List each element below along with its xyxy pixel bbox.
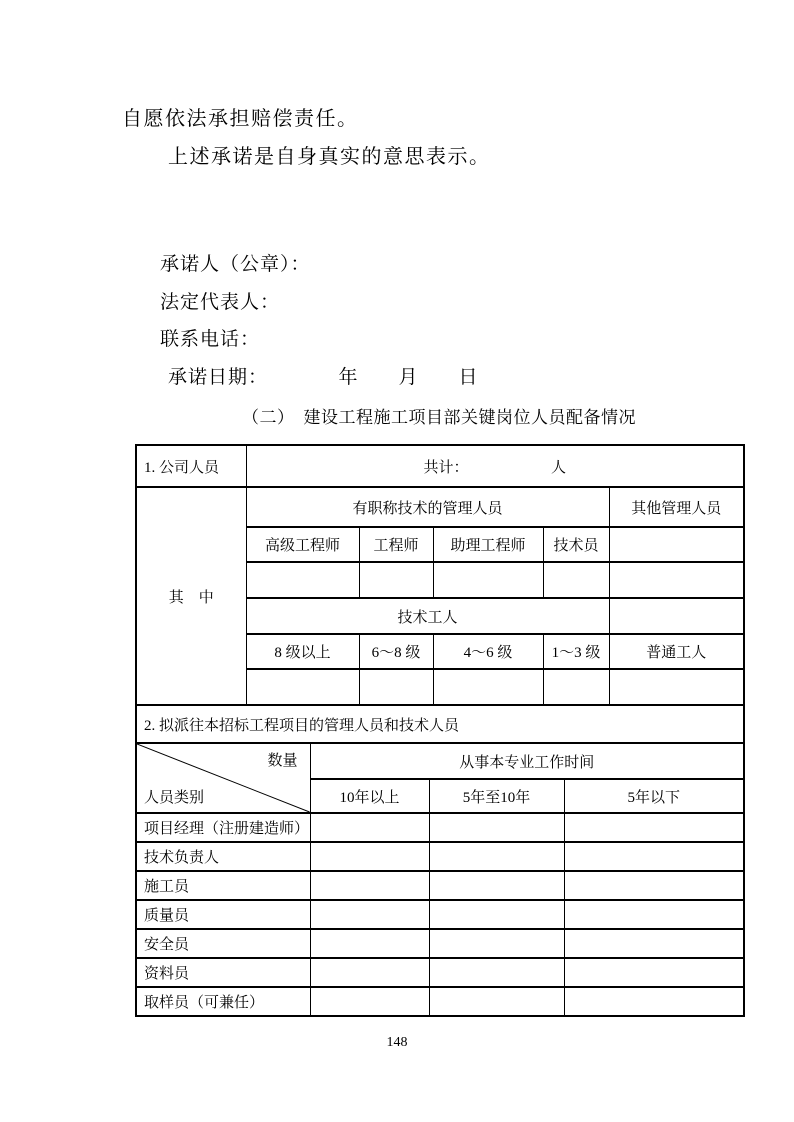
empty-cell <box>429 842 564 871</box>
experience-header: 从事本专业工作时间 <box>310 743 744 779</box>
diagonal-category-label: 人员类别 <box>144 790 205 806</box>
col-header-over-10-years: 10年以上 <box>310 779 429 813</box>
company-personnel-table <box>135 444 745 744</box>
empty-cell <box>429 929 564 958</box>
table-row <box>136 900 744 929</box>
empty-cell <box>310 871 429 900</box>
other-management-header: 其他管理人员 <box>609 487 744 527</box>
row-label-sampler: 取样员（可兼任） <box>136 987 310 1016</box>
row-label-construction-worker: 施工员 <box>136 871 310 900</box>
empty-cell <box>310 929 429 958</box>
empty-cell <box>429 987 564 1016</box>
empty-cell <box>429 871 564 900</box>
empty-cell <box>609 669 744 705</box>
empty-cell <box>433 669 543 705</box>
empty-cell <box>564 813 744 842</box>
among-which-label: 其 中 <box>136 487 246 705</box>
diagonal-header-cell <box>136 743 310 813</box>
signature-block <box>160 250 479 400</box>
empty-cell <box>564 842 744 871</box>
contact-phone-line: 联系电话： <box>160 329 261 350</box>
empty-cell <box>564 987 744 1016</box>
row-label-safety-officer: 安全员 <box>136 929 310 958</box>
col-header-senior-engineer: 高级工程师 <box>246 527 359 562</box>
empty-cell <box>543 669 609 705</box>
personnel-allocation-table <box>135 444 745 1017</box>
legal-representative-line: 法定代表人： <box>160 291 281 313</box>
col-header-ordinary-worker: 普通工人 <box>609 634 744 669</box>
col-header-engineer: 工程师 <box>359 527 433 562</box>
empty-cell <box>310 842 429 871</box>
empty-cell <box>609 598 744 634</box>
empty-cell <box>310 813 429 842</box>
table-row <box>136 842 744 871</box>
col-header-grade1-3: 1～3 级 <box>543 634 609 669</box>
paragraph-commitment: 上述承诺是自身真实的意思表示。 <box>168 146 491 168</box>
col-header-grade8-plus: 8 级以上 <box>246 634 359 669</box>
col-header-grade4-6: 4～6 级 <box>433 634 543 669</box>
col-header-under-5-years: 5年以下 <box>564 779 744 813</box>
titled-management-header: 有职称技术的管理人员 <box>246 487 609 527</box>
table-row <box>136 813 744 842</box>
skilled-worker-header: 技术工人 <box>246 598 609 634</box>
row-label-document-clerk: 资料员 <box>136 958 310 987</box>
empty-cell <box>609 527 744 562</box>
page-number: 148 <box>386 1035 408 1050</box>
paragraph-liability: 自愿依法承担赔偿责任。 <box>122 108 359 130</box>
commitment-date-line: 承诺日期： 年 月 日 <box>168 366 479 388</box>
empty-cell <box>564 929 744 958</box>
empty-cell <box>310 900 429 929</box>
empty-cell <box>310 987 429 1016</box>
table-row <box>136 958 744 987</box>
empty-cell <box>429 900 564 929</box>
col-header-technician: 技术员 <box>543 527 609 562</box>
empty-cell <box>429 958 564 987</box>
row-label-quality-inspector: 质量员 <box>136 900 310 929</box>
table-row <box>136 929 744 958</box>
table-row <box>136 987 744 1016</box>
empty-cell <box>359 669 433 705</box>
project-personnel-label: 2. 拟派往本招标工程项目的管理人员和技术人员 <box>136 705 744 743</box>
empty-cell <box>564 958 744 987</box>
table-row <box>136 871 744 900</box>
empty-cell <box>429 813 564 842</box>
col-header-assistant-engineer: 助理工程师 <box>433 527 543 562</box>
empty-cell <box>310 958 429 987</box>
diagonal-quantity-label: 数量 <box>267 753 298 769</box>
empty-cell <box>543 562 609 598</box>
col-header-5-to-10-years: 5年至10年 <box>429 779 564 813</box>
row-label-project-manager: 项目经理（注册建造师） <box>136 813 310 842</box>
project-personnel-table <box>135 742 745 1017</box>
empty-cell <box>564 871 744 900</box>
empty-cell <box>564 900 744 929</box>
empty-cell <box>246 669 359 705</box>
empty-cell <box>609 562 744 598</box>
row-label-technical-director: 技术负责人 <box>136 842 310 871</box>
empty-cell <box>433 562 543 598</box>
company-personnel-label: 1. 公司人员 <box>136 445 246 487</box>
col-header-grade6-8: 6～8 级 <box>359 634 433 669</box>
total-count-cell: 共计： 人 <box>246 445 744 487</box>
promisor-seal-line: 承诺人（公章）： <box>160 254 311 275</box>
empty-cell <box>359 562 433 598</box>
section-title: （二） 建设工程施工项目部关键岗位人员配备情况 <box>242 408 636 427</box>
empty-cell <box>246 562 359 598</box>
